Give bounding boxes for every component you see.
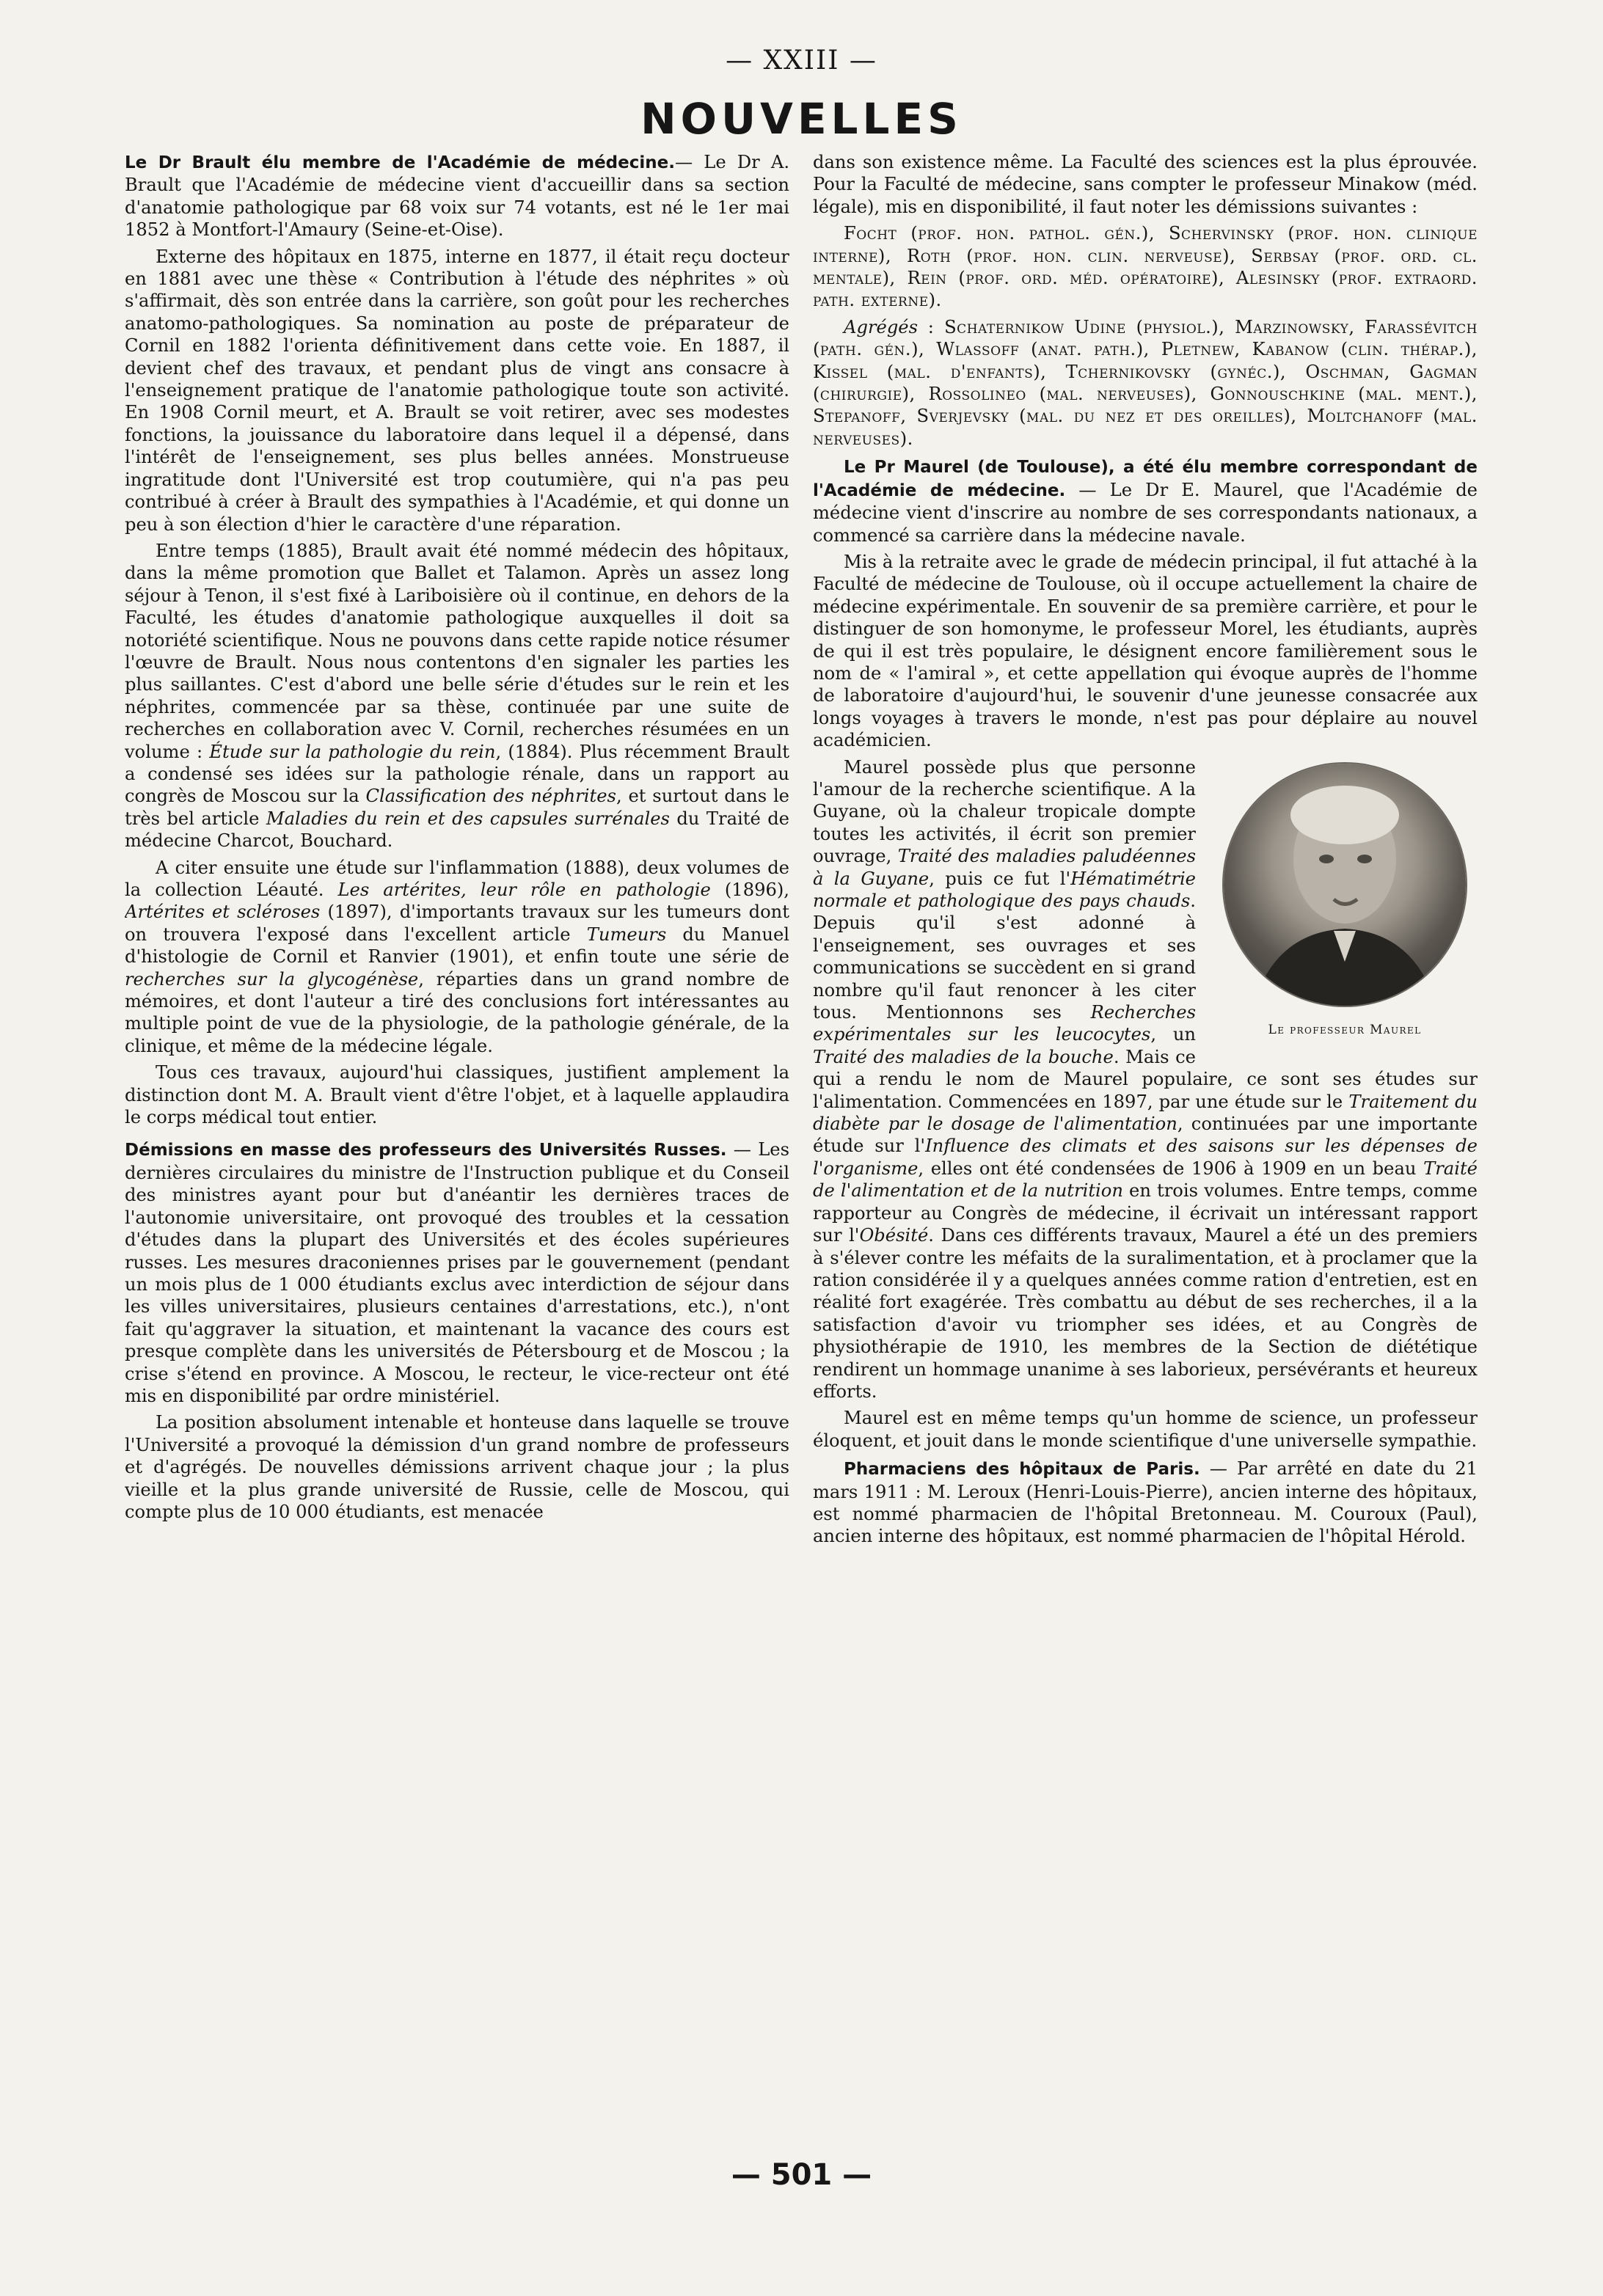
right-column (813, 151, 1478, 2124)
article-brault-p1: — Le Dr A. Brault que l'Académie de médecine vient d'accueillir dans sa section d'anatomie pathologique par 68 voix sur 74 votants, est né le 1er mai 1852 à Montfort-l'Amaury (Seine-et-Oise). (125, 152, 789, 241)
article-pharmaciens-lead (813, 1458, 1478, 1548)
article-maurel-lead (813, 456, 1478, 546)
article-pharmaciens-headline: Pharmaciens des hôpitaux de Paris. (844, 1460, 1200, 1480)
article-demissions-cont-p2: Focht (prof. hon. pathol. gén.), Schervinsky (prof. hon. clinique interne), Roth (prof. hon. clin. nerveuse), Serbsay (prof. ord. cl. mentale), Rein (prof. ord. méd. opératoire), Alesinsky (prof. extraord. path. externe). (813, 223, 1478, 311)
article-pharmaciens-p1: — Par arrêté en date du 21 mars 1911 : M. Leroux (Henri-Louis-Pierre), ancien interne des hôpitaux, est nommé pharmacien de l'hôpital Bretonneau. M. Couroux (Paul), ancien interne des hôpitaux, est nommé pharmacien de l'hôpital Hérold. (813, 1458, 1478, 1547)
page-title: NOUVELLES (640, 94, 963, 144)
left-column (125, 151, 789, 2124)
article-demissions-headline: Démissions en masse des professeurs des Universités Russes. (125, 1141, 727, 1160)
portrait-image (1224, 764, 1466, 1006)
article-brault-lead (125, 151, 789, 241)
portrait-caption: Le professeur Maurel (1268, 1022, 1422, 1037)
article-brault-p3: Entre temps (1885), Brault avait été nommé médecin des hôpitaux, dans la même promotion que Ballet et Talamon. Après un assez long séjour à Tenon, il s'est fixé à Lariboisière où il continue, en dehors de la Faculté, les études d'anatomie pathologique auxquelles il doit sa notoriété scientifique. Nous ne pouvons dans cette rapide notice résumer l'œuvre de Brault. Nous nous contentons d'en signaler les parties les plus saillantes. C'est d'abord une belle série d'études sur le rein et les néphrites, commencée par sa thèse, continuée par une suite de recherches en collaboration avec V. Cornil, recherches résumées en un volume : Étude sur la pathologie du rein, (1884). Plus récemment Brault a condensé ses idées sur la pathologie rénale, dans un rapport au congrès de Moscou sur la Classification des néphrites, et surtout dans le très bel article Maladies du rein et des capsules surrénales du Traité de médecine Charcot, Bouchard. (125, 540, 789, 852)
article-maurel-p4: Maurel est en même temps qu'un homme de science, un professeur éloquent, et jouit dans le monde scientifique d'une universelle sympathie. (813, 1408, 1478, 1451)
folio: — XXIII — (726, 45, 877, 76)
article-demissions-cont-p3: Agrégés : Schaternikow Udine (physiol.), Marzinowsky, Farassévitch (path. gén.), Wlassoff (anat. path.), Pletnew, Kabanow (clin. thérap.), Kissel (mal. d'enfants), Tchernikovsky (gynéc.), Oschman, Gagman (chirurgie), Rossolineo (mal. nerveuses), Gonnouschkine (mal. ment.), Stepanoff, Sverjevsky (mal. du nez et des oreilles), Moltchanoff (mal. nerveuses). (813, 316, 1478, 449)
page-number: — 501 — (731, 2158, 872, 2192)
article-demissions-lead (125, 1138, 789, 1407)
portrait-figure (1212, 764, 1478, 1041)
article-brault-p2: Externe des hôpitaux en 1875, interne en 1877, il était reçu docteur en 1881 avec une thèse « Contribution à l'étude des néphrites » où s'affirmait, dès son entrée dans la carrière, son goût pour les recherches anatomo-pathologiques. Sa nomination au poste de préparateur de Cornil en 1882 l'orienta définitivement dans cette voie. En 1887, il devient chef des travaux, et pendant plus de vingt ans consacre à l'enseignement pratique de l'anatomie pathologique toute son activité. En 1908 Cornil meurt, et A. Brault se voit retirer, avec ses modestes fonctions, la jouissance du laboratoire dans lequel il a dépensé, dans l'intérêt de l'enseignement, ses plus belles années. Monstrueuse ingratitude dont l'Université est trop coutumière, qui n'a pas peu contribué à créer à Brault des sympathies à l'Académie, et qui donne un peu à son élection d'hier le caractère d'une réparation. (125, 246, 789, 535)
article-maurel-p3: Maurel possède plus que personne l'amour de la recherche scientifique. A la Guyane, où la chaleur tropicale dompte toutes les activités, il écrit son premier ouvrage, Traité des maladies paludéennes à la Guyane, puis ce fut l'Hématimétrie normale et pathologique des pays chauds. Depuis qu'il s'est adonné à l'enseignement, ses ouvrages et ses communications se succèdent en si grand nombre qu'il faut renoncer à les citer tous. Mentionnons ses Recherches expérimentales sur les leucocytes, un Traité des maladies de la bouche. Mais ce qui a rendu le nom de Maurel populaire, ce sont ses études sur l'alimentation. Commencées en 1897, par une étude sur le Traitement du diabète par le dosage de l'alimentation, continuées par une importante étude sur l'Influence des climats et des saisons sur les dépenses de l'organisme, elles ont été condensées de 1906 à 1909 en un beau Traité de l'alimentation et de la nutrition en trois volumes. Entre temps, comme rapporteur au Congrès de médecine, il écrivait un intéressant rapport sur l'Obésité. Dans ces différents travaux, Maurel a été un des premiers à s'élever contre les méfaits de la suralimentation, et à proclamer que la ration considérée il y a quelques années comme ration d'entretien, est en réalité fort exagérée. Très combattu au début de ses recherches, il a la satisfaction d'avoir vu triompher ses idées, et au Congrès de physiothérapie de 1910, les membres de la Section de diététique rendirent un hommage unanime à ses laborieux, persévérants et heureux efforts. (813, 756, 1478, 1402)
article-brault-p5: Tous ces travaux, aujourd'hui classiques, justifient amplement la distinction dont M. A. Brault vient d'être l'objet, et à laquelle applaudira le corps médical tout entier. (125, 1062, 789, 1128)
article-maurel-p2: Mis à la retraite avec le grade de médecin principal, il fut attaché à la Faculté de médecine de Toulouse, où il occupe actuellement la chaire de médecine expérimentale. En souvenir de sa première carrière, et pour le distinguer de son homonyme, le professeur Morel, les étudiants, auprès de qui il est très populaire, le désignent encore familièrement sous le nom de « l'amiral », et cette appellation qui évoque auprès de l'homme de laboratoire d'aujourd'hui, le souvenir d'une jeunesse consacrée aux longs voyages à travers le monde, n'est pas pour déplaire au nouvel académicien. (813, 551, 1478, 751)
article-maurel-headline: Le Pr Maurel (de Toulouse), a été élu membre correspondant de l'Académie de médecine. (813, 458, 1478, 500)
article-maurel-p1: — Le Dr E. Maurel, que l'Académie de médecine vient d'inscrire au nombre de ses correspondants nationaux, a commencé sa carrière dans la médecine navale. (813, 479, 1478, 546)
article-brault-headline: Le Dr Brault élu membre de l'Académie de médecine. (125, 153, 675, 172)
article-demissions-p2: La position absolument intenable et honteuse dans laquelle se trouve l'Université a provoqué la démission d'un grand nombre de professeurs et d'agrégés. De nouvelles démissions arrivent chaque jour ; la plus vieille et la plus grande université de Russie, celle de Moscou, qui compte plus de 10 000 étudiants, est menacée (125, 1412, 789, 1522)
portrait-illustration (1224, 764, 1466, 1006)
article-brault-p4: A citer ensuite une étude sur l'inflammation (1888), deux volumes de la collection Léauté. Les artérites, leur rôle en pathologie (1896), Artérites et scléroses (1897), d'importants travaux sur les tumeurs dont on trouvera l'exposé dans l'excellent article Tumeurs du Manuel d'histologie de Cornil et Ranvier (1901), et enfin toute une série de recherches sur la glycogénèse, réparties dans un grand nombre de mémoires, et dont l'auteur a tiré des conclusions fort intéressantes au multiple point de vue de la physiologie, de la pathologie générale, de la clinique, et même de la médecine légale. (125, 857, 789, 1056)
article-demissions-cont-p1: dans son existence même. La Faculté des sciences est la plus éprouvée. Pour la Faculté de médecine, sans compter le professeur Minakow (méd. légale), mis en disponibilité, il faut noter les démissions suivantes : (813, 152, 1478, 217)
article-demissions-p1: — Les dernières circulaires du ministre de l'Instruction publique et du Conseil des ministres ayant pour but d'anéantir les dernières traces de l'autonomie universitaire, ont provoqué des troubles et la cessation d'études dans la plupart des Universités et des écoles supérieures russes. Les mesures draconiennes prises par le gouvernement (pendant un mois plus de 1 000 étudiants exclus avec interdiction de séjour dans les villes universitaires, plusieurs centaines d'arrestations, etc.), n'ont fait qu'aggraver la situation, et maintenant la vacance des cours est presque complète dans les universités de Pétersbourg et de Moscou ; la crise s'étend en province. A Moscou, le recteur, le vice-recteur ont été mis en disponibilité par ordre ministériel. (125, 1139, 789, 1406)
